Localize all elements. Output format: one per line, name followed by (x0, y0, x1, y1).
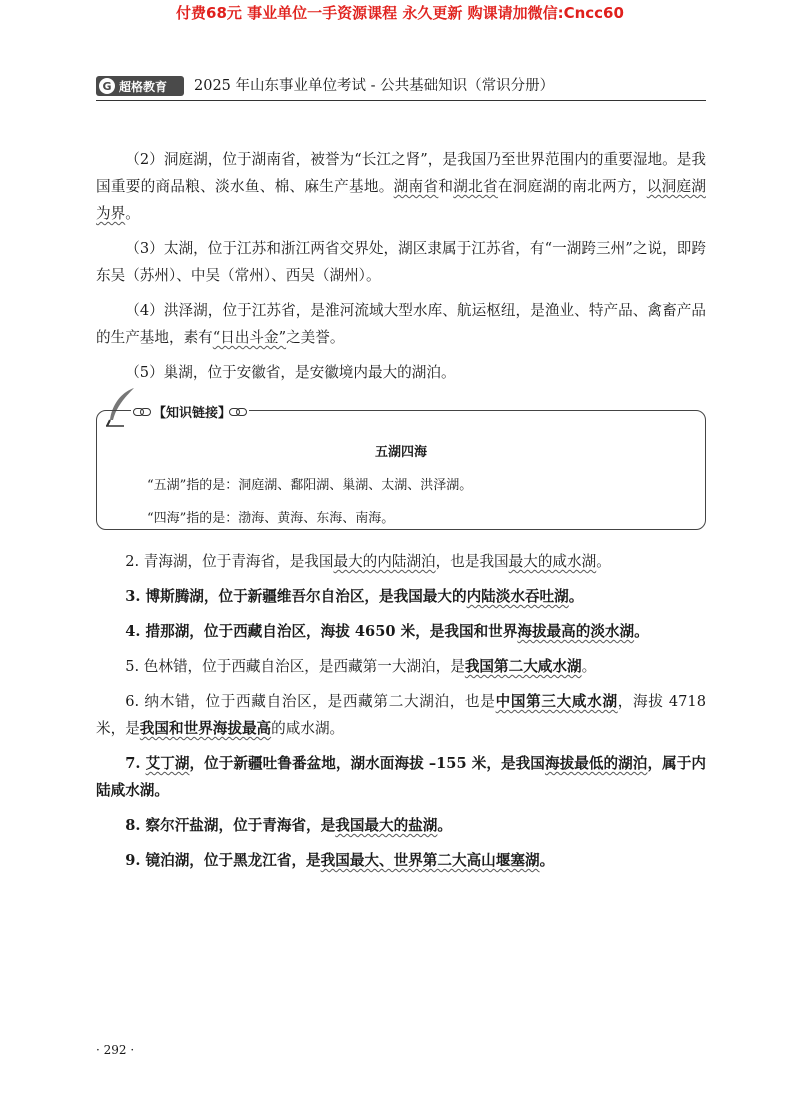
list-item-namtso (96, 688, 706, 742)
text: 。 (437, 817, 453, 834)
knowledge-tab-label: 知识链接 (166, 406, 219, 421)
text: ，海拔 4718 米，是 (96, 693, 706, 737)
top-banner: 付费68元 事业单位一手资源课程 永久更新 购课请加微信:Cncc60 (176, 4, 624, 22)
underlined-text: 艾丁湖 (145, 755, 190, 772)
text: 7. (125, 755, 146, 772)
underlined-text: 湖南省 (393, 178, 439, 195)
text: 。 (125, 205, 140, 222)
text: 。 (596, 553, 611, 570)
paragraph-chaohu: （5）巢湖，位于安徽省，是安徽境内最大的湖泊。 (125, 364, 456, 381)
text: 4. 措那湖，位于西藏自治区，海拔 4650 米，是我国和世界 (125, 623, 518, 640)
text: 。 (539, 852, 555, 869)
publisher-logo (96, 76, 184, 96)
text: 5. 色林错，位于西藏自治区，是西藏第一大湖泊，是 (125, 658, 465, 675)
knowledge-tab (131, 402, 249, 421)
underlined-text: 最大的内陆湖泊 (333, 553, 436, 570)
underlined-text: 湖北省 (453, 178, 498, 195)
tab-bracket: 【 (153, 406, 167, 421)
text: 6. 纳木错，位于西藏自治区，是西藏第二大湖泊，也是 (125, 693, 496, 710)
knowledge-line-four-seas: “四海”指的是：渤海、黄海、东海、南海。 (147, 511, 395, 526)
text: ，也是我国 (435, 553, 509, 570)
paragraph-dongting (96, 146, 706, 227)
text: 2. 青海湖，位于青海省，是我国 (125, 553, 334, 570)
text: 。 (634, 623, 649, 640)
underlined-text: 我国最大的盐湖 (335, 817, 438, 834)
text: 在洞庭湖的南北两方， (497, 178, 647, 195)
list-item-bosten (96, 583, 706, 610)
header-title: 2025 年山东事业单位考试 - 公共基础知识（常识分册） (194, 78, 555, 94)
tab-bracket: 】 (218, 406, 232, 421)
knowledge-line-five-lakes: “五湖”指的是：洞庭湖、鄱阳湖、巢湖、太湖、洪泽湖。 (147, 478, 473, 493)
underlined-text: 以洞庭湖为界 (96, 178, 706, 222)
underlined-text: 中国第三大咸水湖 (495, 693, 618, 710)
knowledge-title: 五湖四海 (374, 445, 427, 460)
underlined-text: 海拔最低的湖泊 (544, 755, 648, 772)
text: 9. 镜泊湖，位于黑龙江省，是 (125, 852, 321, 869)
list-item-qarhan (96, 812, 706, 839)
text: 。 (568, 588, 584, 605)
underlined-text: 最大的咸水湖 (508, 553, 597, 570)
text: （4）洪泽湖，位于江苏省，是淮河流域大型水库、航运枢纽，是渔业、特产品、禽畜产品的生产基地，素有 (96, 302, 706, 346)
text: ，位于新疆吐鲁番盆地，湖水面海拔 –155 米，是我国 (189, 755, 545, 772)
page-number: · 292 · (96, 1043, 135, 1057)
underlined-text: “日出斗金” (212, 329, 287, 346)
chain-icon (236, 408, 247, 416)
text: 和 (438, 178, 454, 195)
text: ，属于内陆咸水湖。 (96, 755, 706, 799)
text: 之美誉。 (286, 329, 345, 346)
underlined-text: 我国和世界海拔最高 (139, 720, 272, 737)
underlined-text: 内陆淡水吞吐湖 (466, 588, 569, 605)
underlined-text: 我国最大、世界第二大高山堰塞湖 (320, 852, 540, 869)
list-item-selinco (96, 653, 706, 680)
paragraph-taihu: （3）太湖，位于江苏和浙江两省交界处，湖区隶属于江苏省，有“一湖跨三州”之说，即跨东吴（苏州）、中吴（常州）、西吴（湖州）。 (96, 240, 706, 284)
list-item-aydingkol (96, 750, 706, 804)
text: 的咸水湖。 (271, 720, 345, 737)
page-header (96, 76, 706, 100)
underlined-text: 海拔最高的淡水湖 (517, 623, 635, 640)
text: 3. 博斯腾湖，位于新疆维吾尔自治区，是我国最大的 (125, 588, 467, 605)
text: （2）洞庭湖，位于湖南省，被誉为“长江之肾”，是我国乃至世界范围内的重要湿地。是我国重要的商品粮、淡水鱼、棉、麻生产基地。 (96, 151, 706, 195)
paragraph-hongze (96, 297, 706, 351)
main-content (96, 146, 706, 882)
text: 8. 察尔汗盐湖，位于青海省，是 (125, 817, 336, 834)
chain-icon (140, 408, 151, 416)
underlined-text: 我国第二大咸水湖 (464, 658, 582, 675)
text: 。 (581, 658, 597, 675)
list-item-qinghai (96, 548, 706, 575)
list-item-jingpo (96, 847, 706, 874)
knowledge-link-box (96, 406, 706, 530)
logo-text: 超格教育 (119, 79, 168, 94)
logo-g-icon: G (99, 78, 115, 94)
knowledge-box-frame (96, 406, 706, 530)
header-divider (96, 100, 706, 101)
list-item-cuona (96, 618, 706, 645)
